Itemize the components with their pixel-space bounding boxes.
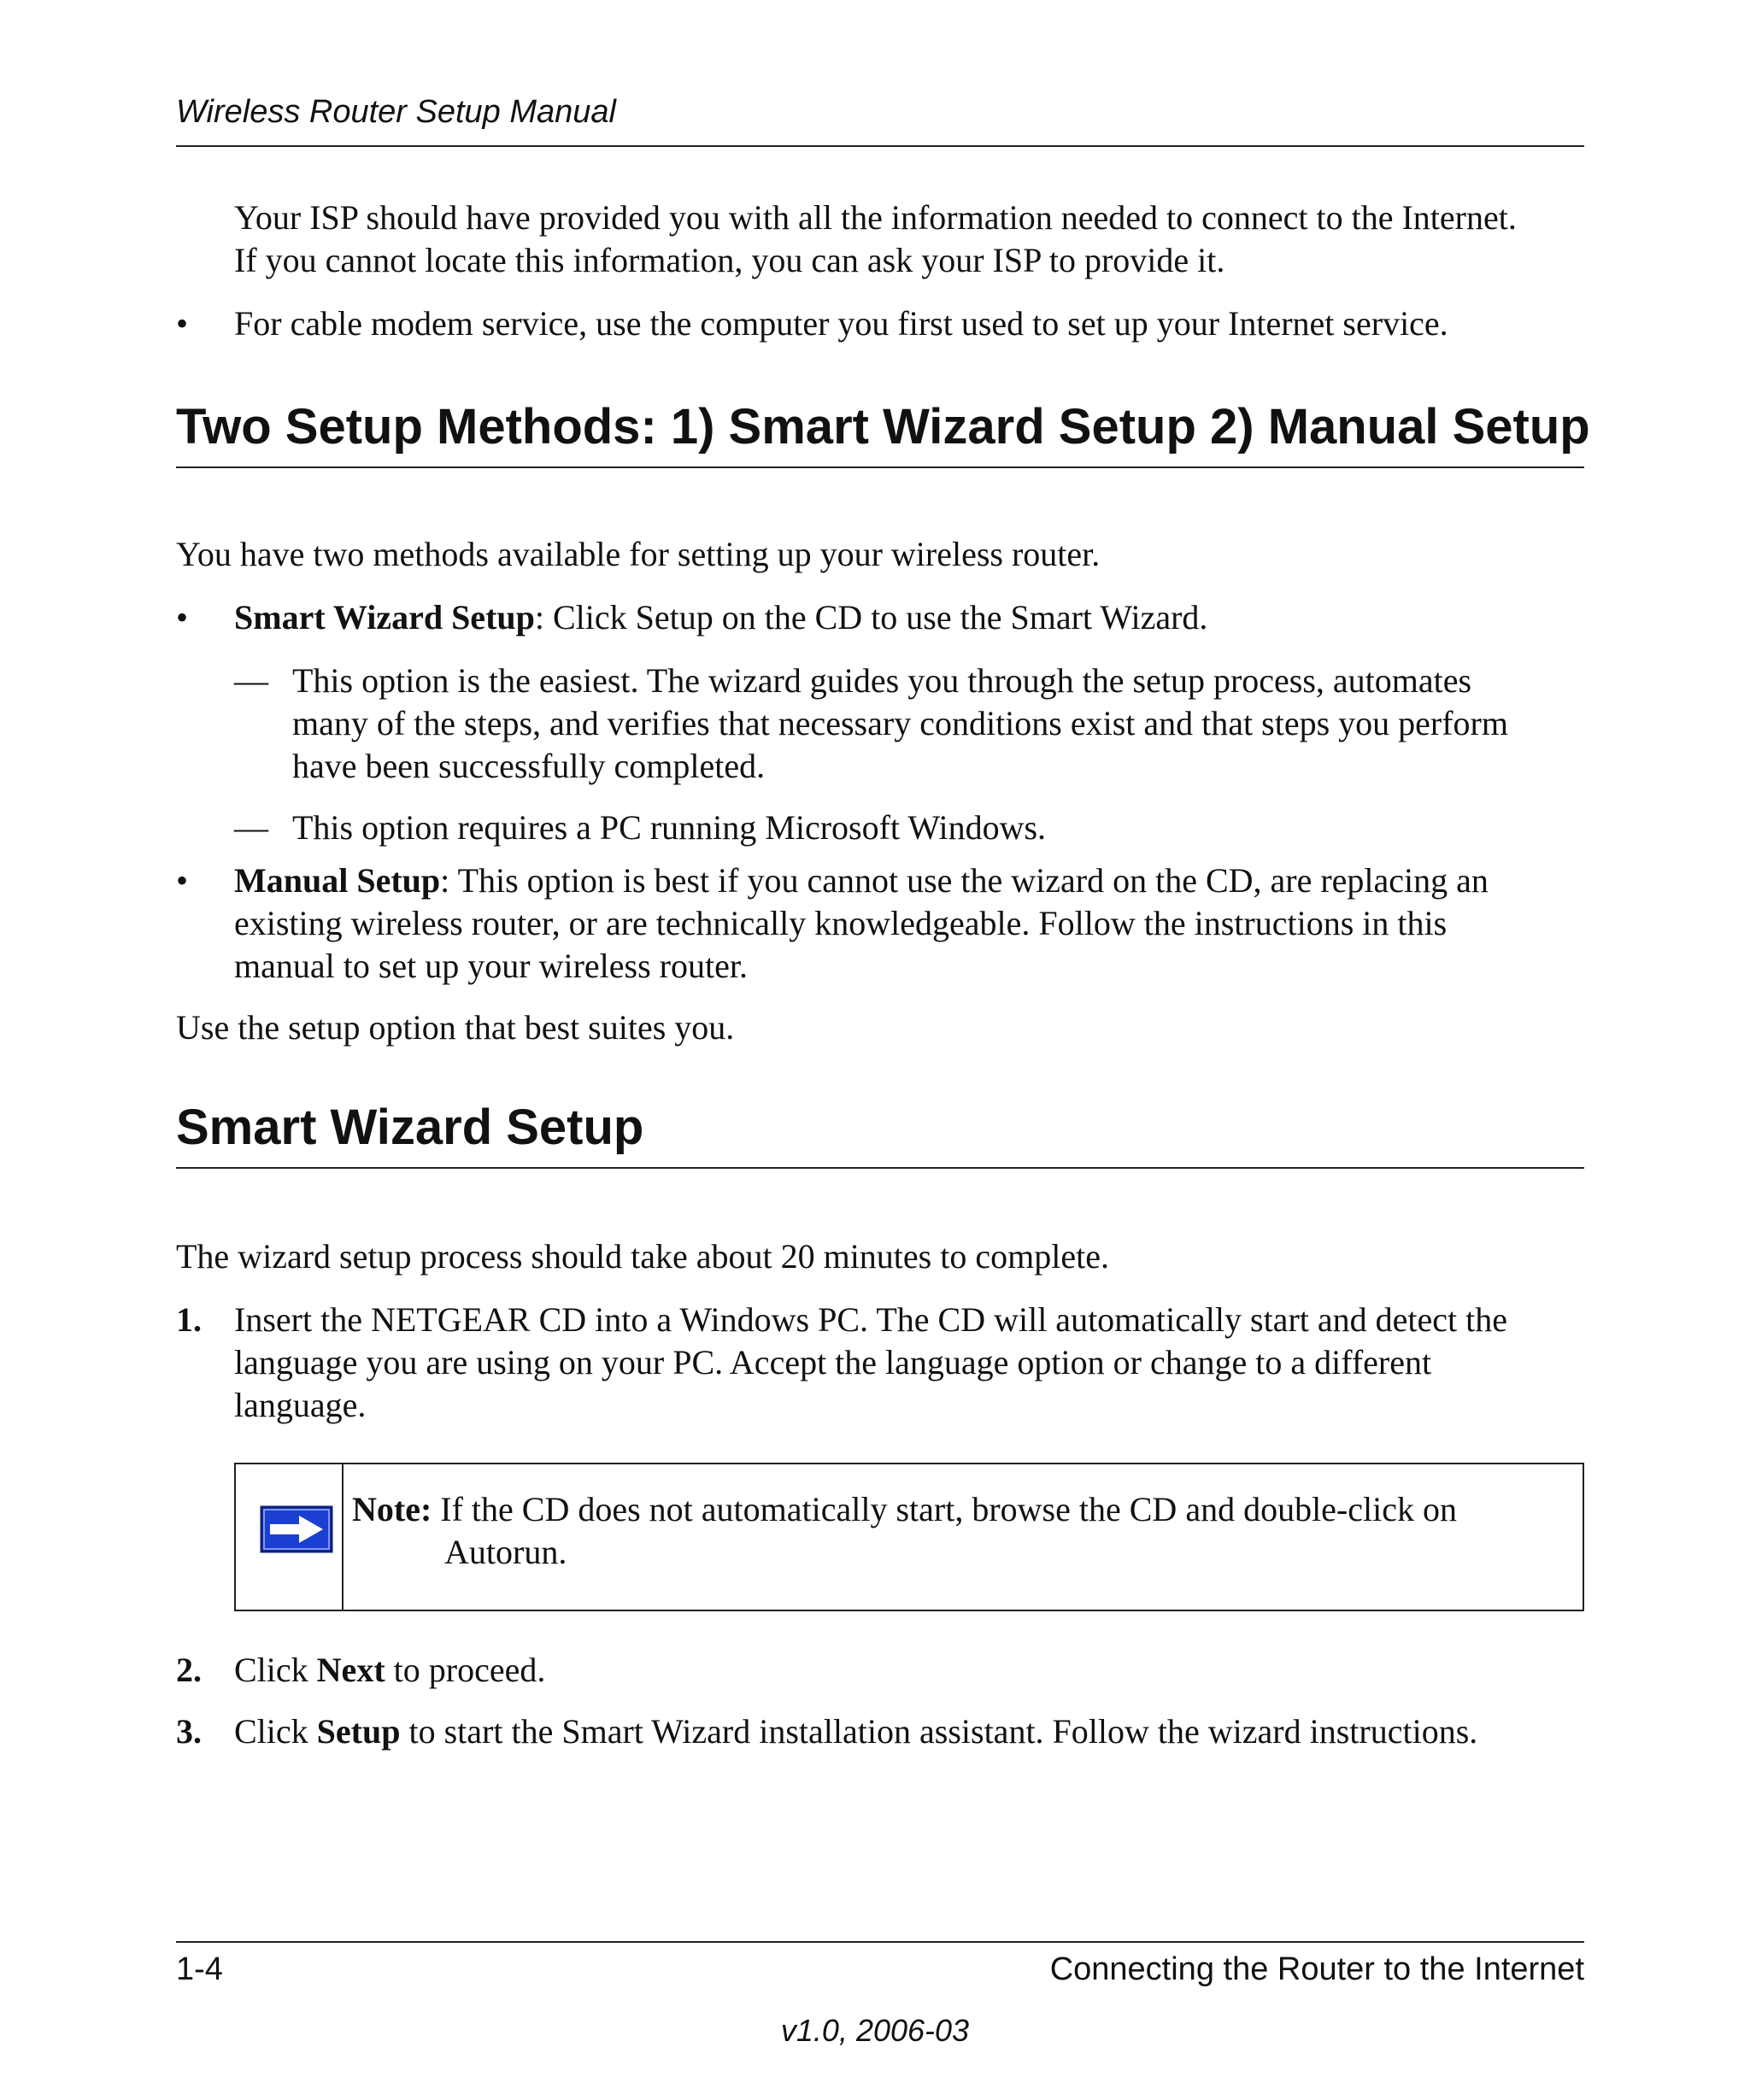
bullet-marker: • bbox=[176, 598, 189, 636]
manual-setup-line-3: manual to set up your wireless router. bbox=[234, 947, 748, 985]
step2-pre: Click bbox=[234, 1651, 317, 1689]
note-line-1-text: If the CD does not automatically start, browse the CD and double-click on bbox=[432, 1490, 1457, 1528]
manual-setup-label: Manual Setup bbox=[234, 861, 441, 900]
manual-setup-line-1 bbox=[234, 859, 1489, 902]
step3-pre: Click bbox=[234, 1712, 317, 1751]
section-heading-setup-methods: Two Setup Methods: 1) Smart Wizard Setup 2) Manual Setup bbox=[176, 399, 1590, 455]
cable-bullet-text: For cable modem service, use the computer you first used to set up your Internet service. bbox=[234, 304, 1448, 343]
methods-closing: Use the setup option that best suites you. bbox=[176, 1008, 735, 1047]
section-heading-rule bbox=[176, 1167, 1584, 1169]
step1-line-2: language you are using on your PC. Accept the language option or change to a different bbox=[234, 1343, 1432, 1381]
dash-marker: — bbox=[234, 661, 268, 700]
step1-line-3: language. bbox=[234, 1386, 367, 1424]
step2-post: to proceed. bbox=[385, 1651, 546, 1689]
footer-rule bbox=[176, 1941, 1584, 1943]
step2-next-label: Next bbox=[316, 1651, 385, 1689]
version-label: v1.0, 2006-03 bbox=[780, 2013, 970, 2048]
note-box bbox=[234, 1463, 1584, 1611]
smart-wizard-text: : Click Setup on the CD to use the Smart Wizard. bbox=[534, 598, 1208, 636]
step3-setup-label: Setup bbox=[316, 1712, 401, 1751]
step-number: 1. bbox=[176, 1300, 202, 1339]
dash-marker: — bbox=[234, 808, 268, 847]
manual-setup-line-2: existing wireless router, or are technically knowledgeable. Follow the instructions in this bbox=[234, 904, 1448, 942]
step3-post: to start the Smart Wizard installation assistant. Follow the wizard instructions. bbox=[400, 1712, 1478, 1751]
chapter-title: Connecting the Router to the Internet bbox=[1049, 1951, 1584, 1987]
note-label: Note: bbox=[352, 1490, 432, 1528]
dash2-text: This option requires a PC running Microsoft Windows. bbox=[292, 808, 1047, 847]
section-heading-rule bbox=[176, 466, 1584, 468]
intro-line-1: Your ISP should have provided you with all the information needed to connect to the Internet. bbox=[234, 198, 1517, 237]
note-line-2: Autorun. bbox=[444, 1533, 567, 1571]
section-heading-smart-wizard: Smart Wizard Setup bbox=[176, 1100, 644, 1155]
dash1-line-3: have been successfully completed. bbox=[292, 747, 766, 785]
methods-lead: You have two methods available for setting up your wireless router. bbox=[176, 535, 1101, 573]
running-header: Wireless Router Setup Manual bbox=[176, 94, 617, 130]
smart-wizard-label: Smart Wizard Setup bbox=[234, 598, 535, 636]
note-text bbox=[352, 1488, 1457, 1574]
step2-text bbox=[234, 1649, 545, 1692]
right-arrow-icon bbox=[260, 1505, 333, 1553]
step3-text bbox=[234, 1710, 1477, 1753]
step-number: 3. bbox=[176, 1712, 202, 1751]
wizard-lead: The wizard setup process should take about 20 minutes to complete. bbox=[176, 1237, 1109, 1276]
step-number: 2. bbox=[176, 1651, 202, 1689]
header-rule bbox=[176, 145, 1584, 147]
note-divider bbox=[342, 1464, 344, 1610]
dash1-line-2: many of the steps, and verifies that necessary conditions exist and that steps you perform bbox=[292, 704, 1508, 742]
bullet-marker: • bbox=[176, 861, 189, 900]
page-number: 1-4 bbox=[176, 1951, 223, 1987]
intro-line-2: If you cannot locate this information, you can ask your ISP to provide it. bbox=[234, 241, 1225, 279]
bullet-marker: • bbox=[176, 304, 189, 343]
step1-line-1: Insert the NETGEAR CD into a Windows PC. The CD will automatically start and detect the bbox=[234, 1300, 1507, 1339]
manual-setup-text: : This option is best if you cannot use the wizard on the CD, are replacing an bbox=[440, 861, 1489, 900]
smart-wizard-bullet bbox=[234, 596, 1207, 639]
note-line-1 bbox=[352, 1488, 1457, 1531]
dash1-line-1: This option is the easiest. The wizard guides you through the setup process, automates bbox=[292, 661, 1472, 700]
